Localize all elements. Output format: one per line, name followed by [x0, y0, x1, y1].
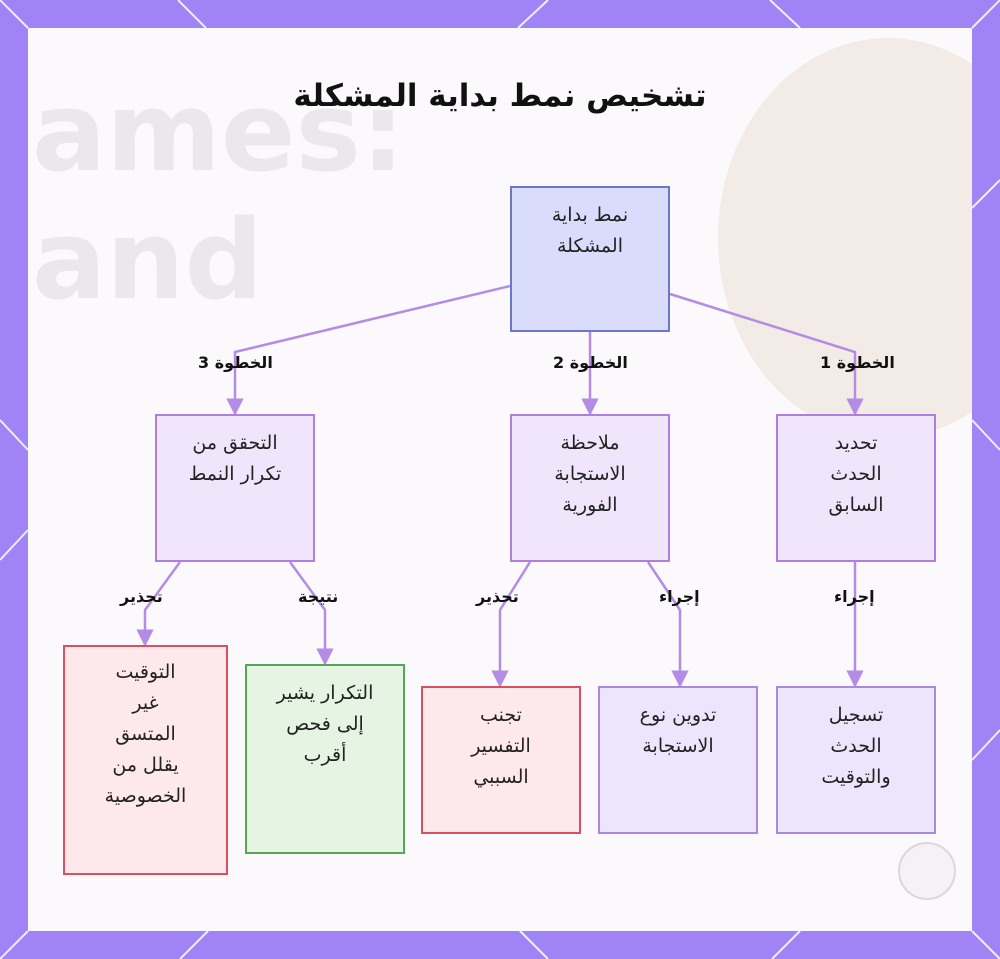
edge-label-action1: إجراء [834, 587, 875, 606]
step3-verify-pattern-node: التحقق من تكرار النمط [155, 414, 315, 562]
step2-warning-avoid-causal-node: تجنب التفسير السببي [421, 686, 581, 834]
step2-action-log-response-node: تدوين نوع الاستجابة [598, 686, 758, 834]
edge-step2-action [648, 562, 680, 686]
edge-label-warning2: تحذير [476, 587, 519, 606]
edge-label-action2: إجراء [659, 587, 700, 606]
edge-root-step3 [235, 286, 510, 414]
background-watermark-text: ames: and [32, 68, 405, 324]
brand-logo-icon [898, 842, 956, 900]
edge-label-step1: الخطوة 1 [820, 353, 895, 372]
step3-warning-inconsistent-timing-node: التوقيت غير المتسق يقلل من الخصوصية [63, 645, 228, 875]
root-node-problem-onset-pattern: نمط بداية المشكلة [510, 186, 670, 332]
edge-step3-result [290, 562, 325, 664]
step2-observe-response-node: ملاحظة الاستجابة الفورية [510, 414, 670, 562]
edge-label-step3: الخطوة 3 [198, 353, 273, 372]
step1-identify-antecedent-node: تحديد الحدث السابق [776, 414, 936, 562]
edge-step2-warning [500, 562, 530, 686]
step3-result-closer-check-node: التكرار يشير إلى فحص أقرب [245, 664, 405, 854]
diagram-title: تشخيص نمط بداية المشكلة [293, 78, 707, 114]
step1-action-record-event-node: تسجيل الحدث والتوقيت [776, 686, 936, 834]
edge-label-warning3: تحذير [120, 587, 163, 606]
edge-label-step2: الخطوة 2 [553, 353, 628, 372]
edge-label-result3: نتيجة [298, 587, 339, 606]
